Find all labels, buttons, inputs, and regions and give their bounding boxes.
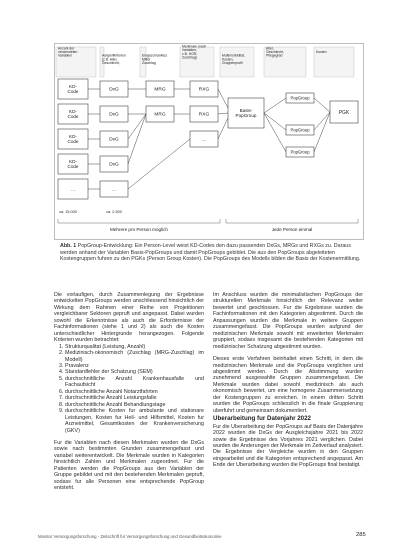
right-bracket bbox=[226, 219, 358, 223]
criteria-item: 8. durchschnittliche Anzahl Behandlungstage bbox=[65, 402, 204, 408]
page-number: 285 bbox=[356, 532, 366, 538]
basis-to-popgroup-line bbox=[264, 113, 286, 152]
count-label: ca. 15.000 bbox=[59, 210, 77, 214]
right-bracket-label: Jede Person einmal bbox=[271, 227, 313, 232]
criteria-item: 3. Pravalenz bbox=[65, 363, 204, 369]
basis-to-popgroup-line bbox=[264, 113, 286, 130]
mrg-box-label: MRG bbox=[154, 112, 166, 118]
right-column bbox=[213, 292, 363, 469]
right-para-3: Fur die Uberarbeitung der PopGroups auf Basis der Datenjahre 2022 wurden die DxGs der Ausgleichsjahre 2021 bis 2022 sowie die Ergebnisse des Vorjahres 2021 verglichen. Dabei wurden die Anderungen der Merkmale im Zeitverlauf analysiert. Die Ergebnisse der Vergleiche wurden in den Gruppen eingearbeitet und die Kategorien entsprechend angepasst. Am Ende der Uberarbeitung wurden die PopGroups final bestatigt. bbox=[213, 423, 364, 469]
popgroup-box-label: PopGroup bbox=[290, 95, 310, 101]
basis-to-popgroup-line bbox=[264, 98, 286, 113]
count-label: ca. 2.500 bbox=[106, 210, 122, 214]
dxg-box-label: DxG bbox=[109, 137, 119, 143]
criteria-item: 4. Standardfehler der Schatzung (SEM) bbox=[65, 369, 204, 375]
caption-label: Abb. 1 bbox=[60, 243, 77, 249]
right-para-2: Dieses erste Verfahren beinhaltet einen Schritt, in dem die medizinischen Merkmale und die PopGroups verglichen und abgestimmt werden. Durch die Abstimmung wurden zunehmend ausgewahlte Gruppen zusammengefasst. Die Merkmale wurden dabei sowohl medizinisch als auch okonomisch bewertet, um eine homogene Zusammensetzung der Kostengruppen zu erreichen. In einem dritten Schritt wurden die PopGroups schliesslich in die finale Gruppierung uberfuhrt und gemeinsam dokumentiert. bbox=[213, 356, 363, 414]
popgroup-to-pgk-line bbox=[314, 112, 330, 152]
criteria-item: 2. Medizinisch-okonomisch (Zuschlag (MRG-Zuschlag) im Modell) bbox=[65, 350, 204, 363]
criteria-item: 6. durchschnittliche Anzahl Notarztfahrten bbox=[65, 389, 204, 395]
kd-code-box-label: KD-Code bbox=[67, 109, 79, 120]
dxg-box-label: DxG bbox=[109, 112, 119, 118]
rxg-more-box-label: ... bbox=[202, 137, 206, 143]
pgk-box-label: PGK bbox=[338, 109, 350, 116]
mrg-box-label: MRG bbox=[154, 87, 166, 93]
column-header-text: Eingeschranktes Mittel Zuschlag bbox=[142, 53, 168, 66]
left-column bbox=[54, 292, 204, 492]
rxg-to-basis-line bbox=[218, 89, 228, 108]
running-footer: Monitor Versorgungsforschung - Zeitschrift fur Versorgungsforschung und Gesundheitsokonomie bbox=[38, 534, 222, 539]
right-para-1: Im Anschluss wurden die minimalistischen PopGroups der strukturellen Merkmale hinsichtlich der Relevanz weiter bewertet und geschlossen. Fur die Ergebnisse wurden die Fachinformationen mit den Kategorien abgestimmt. Durch die Anpassungen wurden die Merkmale in weitere Gruppen zusammengefasst. Die PopGroups wurden aufgrund der medizinischen Merkmale sowohl mit erweiterten Merkmalen gruppiert, sodass insgesamt die bestehenden Kategorien mit medizinischer Schatzung abgestimmt wurden. bbox=[213, 292, 363, 350]
criteria-item: 9. durchschnittliche Kosten fur ambulante und stationare Leistungen, Kosten fur Heil- und Hilfsmittel, Kosten fur Arzneimittel, Gesamtkosten der Krankenversicherung (GKV) bbox=[65, 408, 204, 434]
kd-code-box-label: KD-Code bbox=[67, 159, 79, 170]
column-header-text: Multimorbiditat, Kosten, Gruppenprofil bbox=[222, 53, 245, 66]
column-header-text: Merkmale (nach Variablen, z.B. HGR, Zuschlag) bbox=[182, 44, 207, 60]
rxg-to-basis-line bbox=[218, 118, 228, 139]
dxg-box-label: DxG bbox=[109, 87, 119, 93]
left-bracket bbox=[58, 219, 220, 223]
dxg-box-label: ... bbox=[112, 187, 116, 193]
kd-code-box-label: ... bbox=[71, 186, 75, 192]
pop-group-diagram bbox=[54, 43, 362, 238]
rxg-box-label: RXG bbox=[198, 87, 210, 93]
caption-text: PopGroup-Entwicklung: Ein Person-Level weist KD-Codes den dazu passenden DxGs, MRGs und RXGs zu. Daraus werden anhand der Variablen Basis-PopGroups und damit PopGroups gebildet. Die aus den PopGroups abgeleiteten Kostengruppen fuhren zu den PGKs (Person Group Kosten). Die PopGroups des Modells bilden die Basis der Kostenermittlung. bbox=[60, 243, 361, 263]
left-outro: Fur die Variablen nach diesen Merkmalen wurden die DxGs sowie nach bestimmten Grunden zusammengefasst und variabel weiterentwickelt. Die Merkmale wurden in Kategorien hinsichtlich Zahlen und Merkmalen zugeordnet. Fur die Patienten werden die PopGroups aus den Variablen der Gruppe gebildet und mit den bestehenden Merkmalen gepruft, sodass fur alle Personen eine entsprechende PopGroup entsteht. bbox=[54, 439, 204, 492]
column-header-text: Kosten bbox=[316, 50, 327, 54]
left-bracket-label: Mehrere pro Person moglich bbox=[110, 227, 168, 232]
column-header-text: Anzahl der verwendeten Variablen bbox=[58, 46, 78, 58]
rxg-to-basis-line bbox=[218, 113, 228, 114]
criteria-item: 7. durchschnittliche Anzahl Leistungsfalle bbox=[65, 395, 204, 401]
dxg-to-mrg-line bbox=[128, 114, 146, 139]
column-header-text: Alter, Geschlecht, Pflegegrad bbox=[266, 46, 284, 58]
kd-code-box-label: KD-Code bbox=[67, 84, 79, 95]
kd-code-box-label: KD-Code bbox=[67, 134, 79, 145]
column-header-text: Aufgreifkriterien (z.B. Alter, Geschlecht, bbox=[102, 53, 126, 66]
figure-caption bbox=[60, 243, 362, 263]
section-subheading: Uberarbeitung fur Datenjahr 2022 bbox=[213, 415, 311, 423]
criteria-list bbox=[54, 344, 204, 434]
dxg-box-label: DxG bbox=[109, 162, 119, 168]
rxg-box-label: RXG bbox=[198, 112, 210, 118]
basis-popgroup-box-label: Basis-PopGroup bbox=[235, 108, 257, 119]
criteria-item: 5. durchschnittliche Anzahl Krankenhausfalle und Fachaufsicht bbox=[65, 376, 204, 389]
popgroup-to-pgk-line bbox=[314, 112, 330, 130]
popgroup-to-pgk-line bbox=[314, 98, 330, 112]
left-intro: Die vorlaufigen, durch Zusammenlegung der Ergebnisse entwickelten PopGroups werden anschliessend hinsichtlich der Wirkung dem Rahmen einer Reihe von Projektionen vergleichbarer Sektoren gepruft und angepasst. Dabei wurden sowohl die Erkenntnisse als auch die Erfordernisse der Fachinformationen (siehe 1 und 2) als auch die Kosten unterschiedlicher Hintergrunde herangezogen. Folgende Kriterien wurden betrachtet: bbox=[54, 292, 204, 344]
dxg-to-rxg-line bbox=[128, 139, 190, 189]
popgroup-box-label: PopGroup bbox=[290, 127, 310, 133]
criteria-item: 1. Strukturqualitat (Leistung, Anzahl) bbox=[65, 344, 204, 350]
popgroup-box-label: PopGroup bbox=[290, 149, 310, 155]
dxg-to-mrg-line bbox=[128, 114, 146, 164]
